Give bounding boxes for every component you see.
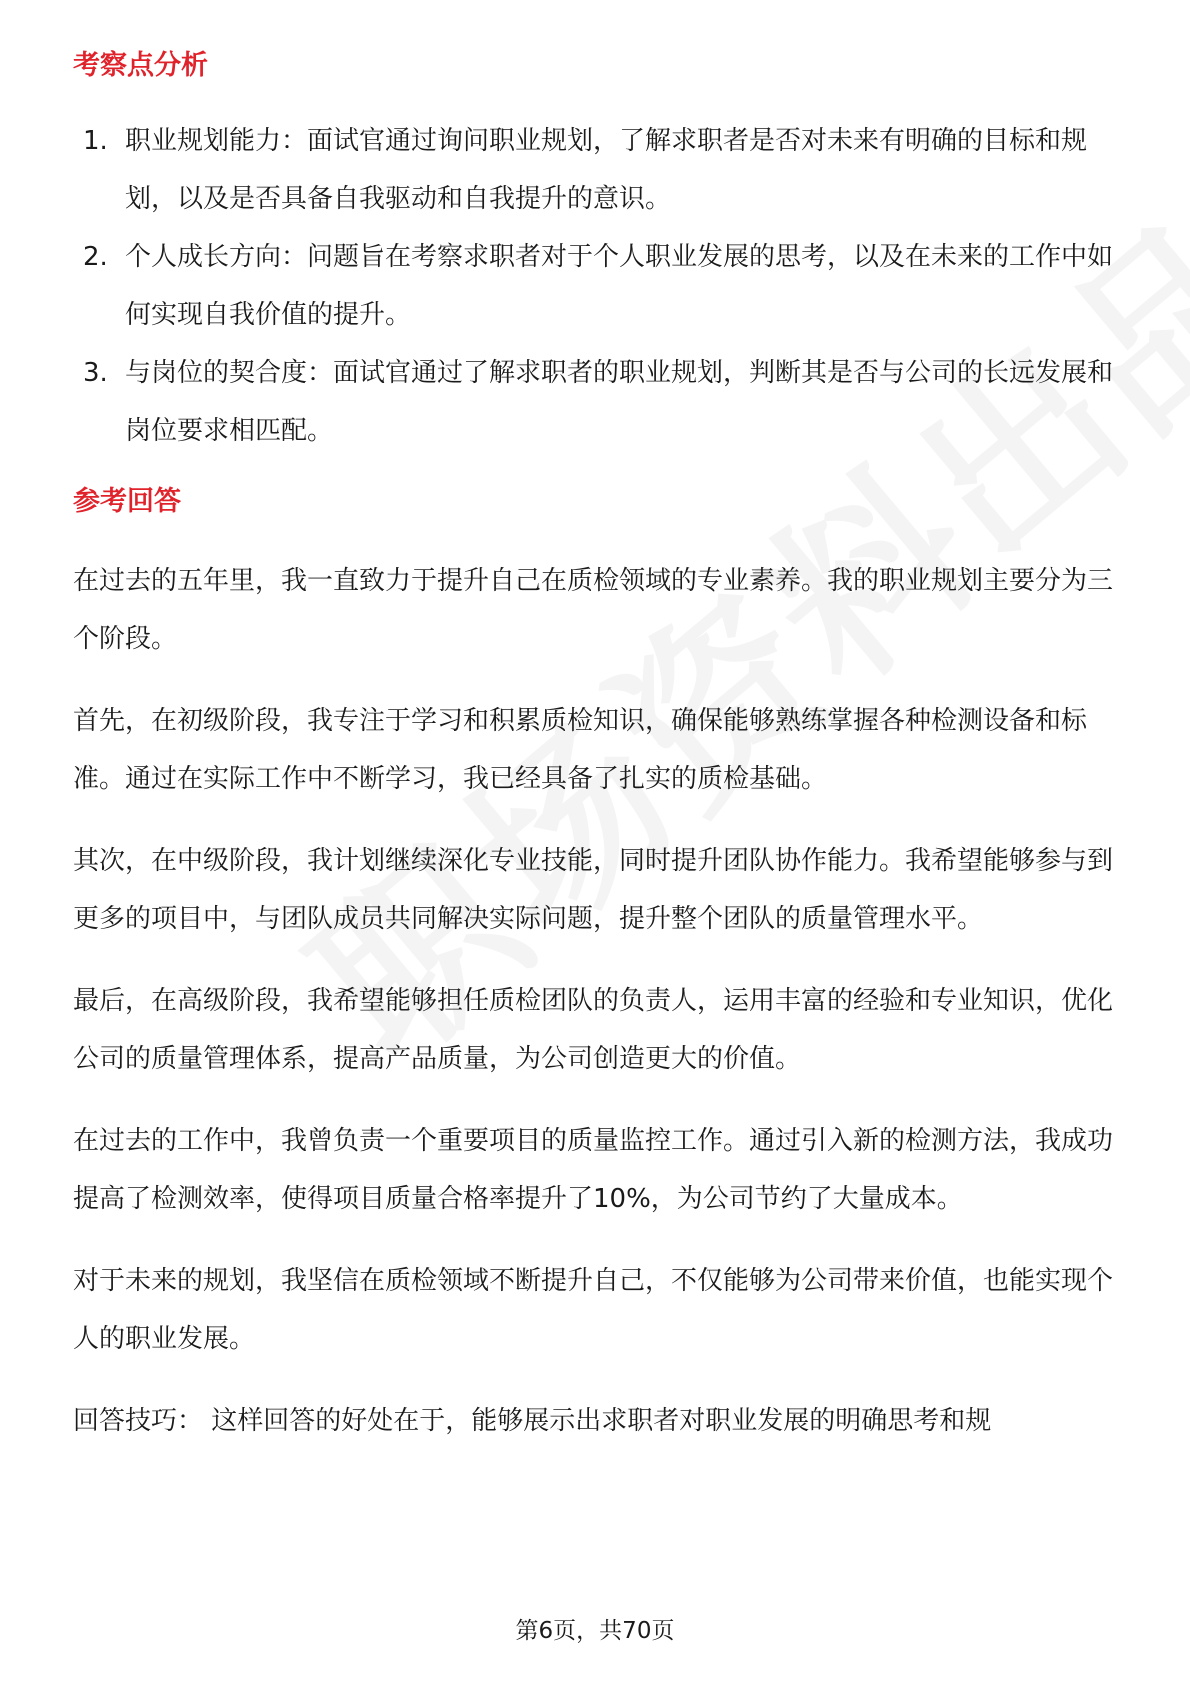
- list-item-text: 与岗位的契合度：面试官通过了解求职者的职业规划，判断其是否与公司的长远发展和岗位要求相匹配。: [125, 358, 1114, 446]
- section-title-analysis: 考察点分析: [73, 50, 208, 81]
- list-number: 1.: [83, 126, 108, 156]
- answer-paragraph: 对于未来的规划，我坚信在质检领域不断提升自己，不仅能够为公司带来价值，也能实现个人的职业发展。: [73, 1266, 1114, 1354]
- list-number: 2.: [83, 242, 108, 272]
- answer-paragraph: 最后，在高级阶段，我希望能够担任质检团队的负责人，运用丰富的经验和专业知识，优化公司的质量管理体系，提高产品质量，为公司创造更大的价值。: [73, 986, 1114, 1074]
- list-item: [73, 112, 1121, 228]
- list-number: 3.: [83, 358, 108, 388]
- answer-paragraph: 在过去的五年里，我一直致力于提升自己在质检领域的专业素养。我的职业规划主要分为三个阶段。: [73, 566, 1114, 654]
- list-item: [73, 344, 1121, 460]
- list-item-text: 个人成长方向：问题旨在考察求职者对于个人职业发展的思考，以及在未来的工作中如何实现自我价值的提升。: [125, 242, 1114, 330]
- section-title-reference-answer: 参考回答: [73, 486, 181, 517]
- page-content: [73, 46, 1121, 1474]
- list-item-text: 职业规划能力：面试官通过询问职业规划，了解求职者是否对未来有明确的目标和规划，以及是否具备自我驱动和自我提升的意识。: [125, 126, 1088, 214]
- answer-tips-paragraph: 回答技巧： 这样回答的好处在于，能够展示出求职者对职业发展的明确思考和规: [73, 1406, 992, 1436]
- analysis-list: [73, 112, 1121, 460]
- answer-paragraph: 在过去的工作中，我曾负责一个重要项目的质量监控工作。通过引入新的检测方法，我成功提高了检测效率，使得项目质量合格率提升了10%，为公司节约了大量成本。: [73, 1126, 1114, 1214]
- answer-paragraph: 首先，在初级阶段，我专注于学习和积累质检知识，确保能够熟练掌握各种检测设备和标准。通过在实际工作中不断学习，我已经具备了扎实的质检基础。: [73, 706, 1088, 794]
- page-number: 第6页，共70页: [515, 1618, 675, 1644]
- answer-paragraph: 其次，在中级阶段，我计划继续深化专业技能，同时提升团队协作能力。我希望能够参与到更多的项目中，与团队成员共同解决实际问题，提升整个团队的质量管理水平。: [73, 846, 1114, 934]
- list-item: [73, 228, 1121, 344]
